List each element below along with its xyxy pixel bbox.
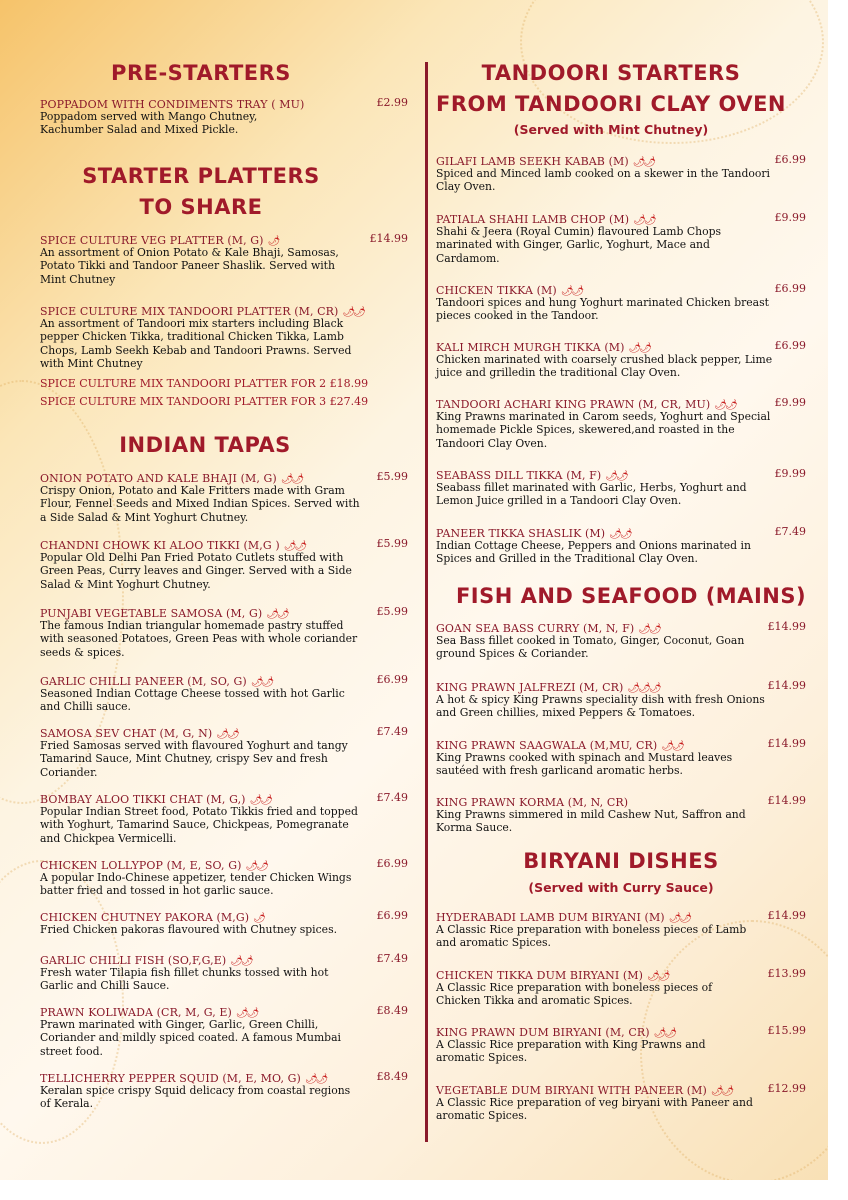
dish-price: £8.49 bbox=[376, 1004, 408, 1017]
menu-item bbox=[40, 95, 408, 137]
dish-name: POPPADOM WITH CONDIMENTS TRAY ( MU) bbox=[40, 98, 305, 111]
chili-icon: 🌶🌶 bbox=[714, 400, 736, 411]
dish-name: PUNJABI VEGETABLE SAMOSA (M, G) bbox=[40, 607, 263, 620]
menu-item bbox=[40, 951, 408, 993]
dish-name: TELLICHERRY PEPPER SQUID (M, E, MO, G) bbox=[40, 1072, 301, 1085]
menu-item bbox=[436, 152, 806, 194]
dish-name: CHICKEN CHUTNEY PAKORA (M,G) bbox=[40, 911, 250, 924]
chili-icon: 🌶🌶 bbox=[609, 529, 631, 540]
dish-price: £6.99 bbox=[774, 339, 806, 352]
menu-item-header bbox=[40, 536, 408, 551]
dish-price: £14.99 bbox=[767, 679, 806, 692]
dish-name: KING PRAWN KORMA (M, N, CR) bbox=[436, 796, 629, 809]
dish-description: Spiced and Minced lamb cooked on a skewer in the Tandoori Clay Oven. bbox=[436, 167, 770, 194]
chili-icon: 🌶 bbox=[267, 236, 279, 247]
page-margin-right bbox=[828, 0, 848, 1200]
menu-item-header bbox=[40, 856, 408, 871]
menu-item bbox=[40, 231, 408, 286]
chili-icon: 🌶🌶 bbox=[710, 1086, 733, 1097]
menu-item bbox=[436, 338, 806, 380]
page-margin-bottom bbox=[0, 1180, 848, 1200]
menu-item-header bbox=[436, 1023, 806, 1038]
dish-description: Popular Indian Street food, Potato Tikkis fried and topped with Yoghurt, Tamarind Sauce, Chickpeas, Pomegranate and Chickpea Vermicelli. bbox=[40, 805, 358, 845]
menu-item bbox=[436, 908, 806, 950]
chili-icon: 🌶🌶 bbox=[342, 307, 364, 318]
dish-description: A Classic Rice preparation of veg biryani with Paneer and aromatic Spices. bbox=[436, 1096, 753, 1123]
dish-price: £2.99 bbox=[376, 96, 408, 109]
dish-price: £14.99 bbox=[767, 909, 806, 922]
chili-icon: 🌶🌶 bbox=[235, 1008, 258, 1019]
menu-item-header bbox=[436, 678, 806, 693]
dish-price: £15.99 bbox=[767, 1024, 806, 1037]
section-title-tandoori: TANDOORI STARTERS bbox=[481, 61, 741, 85]
dish-description: A Classic Rice preparation with boneless pieces of Chicken Tikka and aromatic Spices. bbox=[436, 981, 713, 1008]
dish-description: Fried Chicken pakoras flavoured with Chutney spices. bbox=[40, 923, 338, 936]
chili-icon: 🌶🌶 bbox=[653, 1028, 676, 1039]
menu-item bbox=[436, 678, 806, 720]
dish-description: King Prawns simmered in mild Cashew Nut, Saffron and Korma Sauce. bbox=[436, 808, 746, 835]
menu-item-header bbox=[436, 1081, 806, 1096]
dish-price: £6.99 bbox=[376, 673, 408, 686]
menu-item bbox=[436, 966, 806, 1008]
dish-name: CHICKEN TIKKA DUM BIRYANI (M) bbox=[436, 969, 644, 982]
menu-item-header bbox=[436, 966, 806, 981]
dish-name: SEABASS DILL TIKKA (M, F) bbox=[436, 469, 602, 482]
dish-description: Tandoori spices and hung Yoghurt marinated Chicken breast pieces cooked in the Tandoor. bbox=[436, 296, 769, 323]
chili-icon: 🌶🌶 bbox=[304, 1074, 327, 1085]
dish-price: £13.99 bbox=[767, 967, 806, 980]
dish-name: PANEER TIKKA SHASLIK (M) bbox=[436, 527, 606, 540]
chili-icon: 🌶🌶 bbox=[216, 729, 238, 740]
dish-name: SPICE CULTURE MIX TANDOORI PLATTER (M, CR) bbox=[40, 305, 339, 318]
chili-icon: 🌶🌶🌶 bbox=[627, 683, 660, 694]
dish-description: Keralan spice crispy Squid delicacy from coastal regions of Kerala. bbox=[40, 1084, 351, 1111]
dish-description: The famous Indian triangular homemade pastry stuffed with seasoned Potatoes, Green Peas with whole coriander seeds & spices. bbox=[40, 619, 358, 659]
section-title-fish: FISH AND SEAFOOD (MAINS) bbox=[455, 584, 807, 608]
dish-price: £12.99 bbox=[767, 1082, 806, 1095]
dish-price: £7.49 bbox=[376, 791, 408, 804]
dish-name: GARLIC CHILLI PANEER (M, SO, G) bbox=[40, 675, 247, 688]
menu-item-header bbox=[436, 152, 806, 167]
menu-item-header bbox=[436, 793, 806, 808]
dish-price: £5.99 bbox=[376, 470, 408, 483]
section-title-platters: STARTER PLATTERS bbox=[82, 164, 320, 188]
dish-description: Prawn marinated with Ginger, Garlic, Green Chilli, Coriander and mildly spiced coated. A famous Mumbai street food. bbox=[40, 1018, 341, 1058]
menu-item-header bbox=[40, 302, 408, 317]
dish-description: A hot & spicy King Prawns speciality dish with fresh Onions and Green chillies, mixed Peppers & Tomatoes. bbox=[436, 693, 765, 720]
dish-name: GILAFI LAMB SEEKH KABAB (M) bbox=[436, 155, 629, 168]
dish-price: £6.99 bbox=[774, 153, 806, 166]
dish-description: A Classic Rice preparation with King Prawns and aromatic Spices. bbox=[436, 1038, 706, 1065]
menu-item bbox=[40, 790, 408, 845]
dish-name: GARLIC CHILLI FISH (SO,F,G,E) bbox=[40, 954, 227, 967]
dish-description: An assortment of Onion Potato & Kale Bhaji, Samosas, Potato Tikki and Tandoor Paneer Shaslik. Served with Mint Chutney bbox=[40, 246, 339, 286]
dish-price: £8.49 bbox=[376, 1070, 408, 1083]
menu-item-header bbox=[40, 908, 408, 923]
chili-icon: 🌶🌶 bbox=[560, 286, 583, 297]
dish-name: KING PRAWN DUM BIRYANI (M, CR) bbox=[436, 1026, 650, 1039]
chili-icon: 🌶🌶 bbox=[647, 971, 669, 982]
dish-description: A popular Indo-Chinese appetizer, tender Chicken Wings batter fried and tossed in hot garlic sauce. bbox=[40, 871, 352, 898]
menu-item-header bbox=[40, 604, 408, 619]
menu-item-header bbox=[436, 908, 806, 923]
chili-icon: 🌶🌶 bbox=[249, 795, 271, 806]
dish-name: ONION POTATO AND KALE BHAJI (M, G) bbox=[40, 472, 277, 485]
menu-item bbox=[436, 793, 806, 835]
dish-description: Popular Old Delhi Pan Fried Potato Cutlets stuffed with Green Peas, Curry leaves and Ginger. Served with a Side Salad & Mint Yoghurt Chutney. bbox=[40, 551, 352, 591]
dish-description: Indian Cottage Cheese, Peppers and Onions marinated in Spices and Grilled in the Traditional Clay Oven. bbox=[436, 539, 751, 566]
menu-item bbox=[40, 672, 408, 714]
dish-name: KING PRAWN JALFREZI (M, CR) bbox=[436, 681, 624, 694]
dish-description: An assortment of Tandoori mix starters including Black pepper Chicken Tikka, traditional Chicken Tikka, Lamb Chops, Lamb Seekh Kebab and Tandoori Prawns. Served with Mint Chutney bbox=[40, 317, 352, 371]
chili-icon: 🌶🌶 bbox=[633, 215, 655, 226]
chili-icon: 🌶🌶 bbox=[661, 741, 683, 752]
platter-for-2: SPICE CULTURE MIX TANDOORI PLATTER FOR 2 £18.99 bbox=[40, 377, 369, 390]
menu-item bbox=[436, 395, 806, 450]
menu-item bbox=[40, 1003, 408, 1058]
dish-description: Fresh water Tilapia fish fillet chunks tossed with hot Garlic and Chilli Sauce. bbox=[40, 966, 329, 993]
dish-description: Crispy Onion, Potato and Kale Fritters made with Gram Flour, Fennel Seeds and Mixed Indian Spices. Served with a Side Salad & Mint Yoghurt Chutney. bbox=[40, 484, 360, 524]
menu-item-header bbox=[40, 790, 408, 805]
menu-item bbox=[436, 619, 806, 661]
menu-item bbox=[40, 469, 408, 524]
menu-item bbox=[40, 1069, 408, 1111]
menu-item bbox=[40, 536, 408, 591]
dish-price: £7.49 bbox=[376, 725, 408, 738]
biryani-subtitle: (Served with Curry Sauce) bbox=[528, 880, 714, 895]
dish-description: Poppadom served with Mango Chutney, Kachumber Salad and Mixed Pickle. bbox=[40, 110, 258, 137]
menu-item-header bbox=[436, 524, 806, 539]
dish-name: HYDERABADI LAMB DUM BIRYANI (M) bbox=[436, 911, 665, 924]
dish-price: £9.99 bbox=[774, 396, 806, 409]
dish-name: CHICKEN LOLLYPOP (M, E, SO, G) bbox=[40, 859, 242, 872]
dish-price: £6.99 bbox=[376, 909, 408, 922]
dish-name: SPICE CULTURE VEG PLATTER (M, G) bbox=[40, 234, 264, 247]
chili-icon: 🌶🌶 bbox=[280, 474, 303, 485]
dish-name: SAMOSA SEV CHAT (M, G, N) bbox=[40, 727, 213, 740]
chili-icon: 🌶🌶 bbox=[283, 541, 306, 552]
menu-item-header bbox=[436, 395, 806, 410]
dish-price: £14.99 bbox=[767, 737, 806, 750]
menu-item bbox=[436, 210, 806, 265]
dish-name: PATIALA SHAHI LAMB CHOP (M) bbox=[436, 213, 630, 226]
section-title-tapas: INDIAN TAPAS bbox=[119, 433, 291, 457]
dish-description: Seabass fillet marinated with Garlic, Herbs, Yoghurt and Lemon Juice grilled in a Tandoori Clay Oven. bbox=[436, 481, 747, 508]
dish-description: King Prawns marinated in Carom seeds, Yoghurt and Special homemade Pickle Spices, skewered,and roasted in the Tandoori Clay Oven. bbox=[436, 410, 771, 450]
menu-item-header bbox=[40, 724, 408, 739]
menu-item bbox=[40, 724, 408, 779]
menu-item bbox=[436, 281, 806, 323]
chili-icon: 🌶🌶 bbox=[668, 913, 691, 924]
menu-item-header bbox=[436, 736, 806, 751]
menu-item bbox=[40, 908, 408, 936]
menu-item bbox=[40, 856, 408, 898]
menu-item-header bbox=[436, 281, 806, 296]
menu-item-header bbox=[40, 1003, 408, 1018]
chili-icon: 🌶🌶 bbox=[250, 677, 273, 688]
chili-icon: 🌶🌶 bbox=[628, 343, 650, 354]
chili-icon: 🌶🌶 bbox=[230, 956, 252, 967]
dish-description: Chicken marinated with coarsely crushed black pepper, Lime juice and grilledin the traditional Clay Oven. bbox=[436, 353, 773, 380]
dish-price: £6.99 bbox=[376, 857, 408, 870]
chili-icon: 🌶🌶 bbox=[632, 157, 655, 168]
menu-item-header bbox=[436, 210, 806, 225]
menu-item-header bbox=[40, 1069, 408, 1084]
dish-name: KALI MIRCH MURGH TIKKA (M) bbox=[436, 341, 625, 354]
dish-price: £5.99 bbox=[376, 537, 408, 550]
section-title-platters-line2: TO SHARE bbox=[139, 195, 263, 219]
chili-icon: 🌶 bbox=[253, 913, 264, 924]
chili-icon: 🌶🌶 bbox=[266, 609, 288, 620]
chili-icon: 🌶🌶 bbox=[245, 861, 267, 872]
menu-item bbox=[40, 604, 408, 659]
dish-price: £14.99 bbox=[767, 620, 806, 633]
dish-price: £9.99 bbox=[774, 211, 806, 224]
section-title-tandoori-line2: FROM TANDOORI CLAY OVEN bbox=[435, 92, 787, 116]
menu-item bbox=[436, 1081, 806, 1123]
dish-description: A Classic Rice preparation with boneless pieces of Lamb and aromatic Spices. bbox=[436, 923, 747, 950]
dish-price: £7.49 bbox=[376, 952, 408, 965]
menu-item-header bbox=[436, 619, 806, 634]
menu-item-header bbox=[40, 95, 408, 110]
dish-price: £7.49 bbox=[774, 525, 806, 538]
section-title-prestarters: PRE-STARTERS bbox=[111, 61, 291, 85]
menu-item-header bbox=[40, 951, 408, 966]
dish-description: Seasoned Indian Cottage Cheese tossed with hot Garlic and Chilli sauce. bbox=[40, 687, 345, 714]
menu-item bbox=[436, 466, 806, 508]
menu-item-header bbox=[40, 231, 408, 246]
column-divider bbox=[425, 62, 428, 1142]
dish-price: £6.99 bbox=[774, 282, 806, 295]
dish-description: Sea Bass fillet cooked in Tomato, Ginger, Coconut, Goan ground Spices & Coriander. bbox=[436, 634, 745, 661]
menu-item-header bbox=[40, 672, 408, 687]
menu-item-header bbox=[40, 469, 408, 484]
menu-item bbox=[436, 524, 806, 566]
menu-item bbox=[436, 736, 806, 778]
tandoori-subtitle: (Served with Mint Chutney) bbox=[513, 122, 709, 137]
dish-description: Shahi & Jeera (Royal Cumin) flavoured Lamb Chops marinated with Ginger, Garlic, Yoghurt, Mace and Cardamom. bbox=[436, 225, 722, 265]
dish-name: CHANDNI CHOWK KI ALOO TIKKI (M,G ) bbox=[40, 539, 280, 552]
dish-name: BOMBAY ALOO TIKKI CHAT (M, G,) bbox=[40, 793, 246, 806]
dish-description: King Prawns cooked with spinach and Mustard leaves sautéed with fresh garlicand aromatic herbs. bbox=[436, 751, 733, 778]
menu-item-header bbox=[436, 338, 806, 353]
menu-item bbox=[40, 302, 408, 371]
chili-icon: 🌶🌶 bbox=[605, 471, 627, 482]
dish-name: PRAWN KOLIWADA (CR, M, G, E) bbox=[40, 1006, 232, 1019]
menu-item-header bbox=[436, 466, 806, 481]
dish-price: £5.99 bbox=[376, 605, 408, 618]
dish-price: £9.99 bbox=[774, 467, 806, 480]
dish-description: Fried Samosas served with flavoured Yoghurt and tangy Tamarind Sauce, Mint Chutney, crispy Sev and fresh Coriander. bbox=[40, 739, 348, 779]
dish-name: KING PRAWN SAAGWALA (M,MU, CR) bbox=[436, 739, 658, 752]
dish-name: TANDOORI ACHARI KING PRAWN (M, CR, MU) bbox=[436, 398, 711, 411]
dish-name: CHICKEN TIKKA (M) bbox=[436, 284, 557, 297]
dish-name: VEGETABLE DUM BIRYANI WITH PANEER (M) bbox=[436, 1084, 707, 1097]
dish-price: £14.99 bbox=[767, 794, 806, 807]
platter-for-3: SPICE CULTURE MIX TANDOORI PLATTER FOR 3 £27.49 bbox=[40, 395, 369, 408]
menu-item bbox=[436, 1023, 806, 1065]
dish-name: GOAN SEA BASS CURRY (M, N, F) bbox=[436, 622, 635, 635]
section-title-biryani: BIRYANI DISHES bbox=[523, 849, 719, 873]
chili-icon: 🌶🌶 bbox=[638, 624, 660, 635]
dish-price: £14.99 bbox=[369, 232, 408, 245]
